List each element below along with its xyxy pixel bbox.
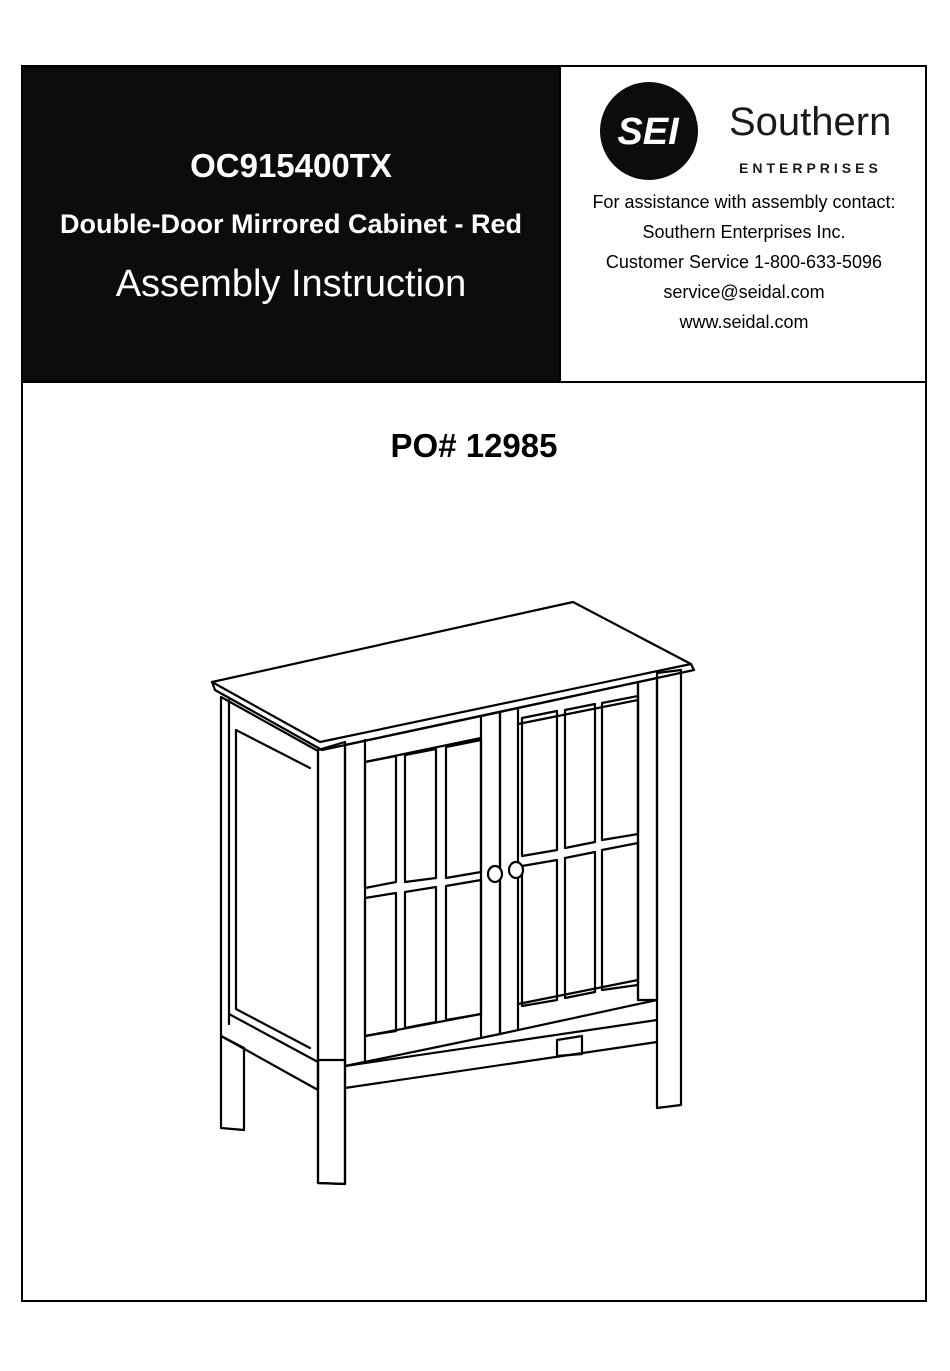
cabinet-top [212, 602, 691, 742]
right-door-knob-icon [509, 862, 523, 878]
contact-line-assistance: For assistance with assembly contact: [592, 192, 896, 212]
contact-line-website: www.seidal.com [679, 312, 809, 332]
po-number: PO# 12985 [390, 427, 558, 464]
contact-line-company: Southern Enterprises Inc. [642, 222, 846, 242]
left-door-pane [365, 756, 396, 888]
cabinet-front-stile-right [657, 670, 681, 1108]
logo-brand-sub: ENTERPRISES [739, 160, 882, 176]
model-number: OC915400TX [190, 147, 392, 184]
logo-mark-text: SEI [617, 111, 679, 153]
logo-brand-name: Southern [729, 100, 892, 144]
cabinet-leg-back [221, 1036, 244, 1130]
right-door-pane [522, 711, 557, 856]
cabinet-leg-front-left [318, 1060, 345, 1184]
document-type: Assembly Instruction [115, 263, 467, 305]
contact-line-email: service@seidal.com [663, 282, 825, 302]
contact-line-phone: Customer Service 1-800-633-5096 [605, 252, 883, 272]
product-name: Double-Door Mirrored Cabinet - Red [59, 209, 522, 239]
cabinet-front-stile-left [318, 742, 345, 1184]
left-door-knob-icon [488, 866, 502, 882]
